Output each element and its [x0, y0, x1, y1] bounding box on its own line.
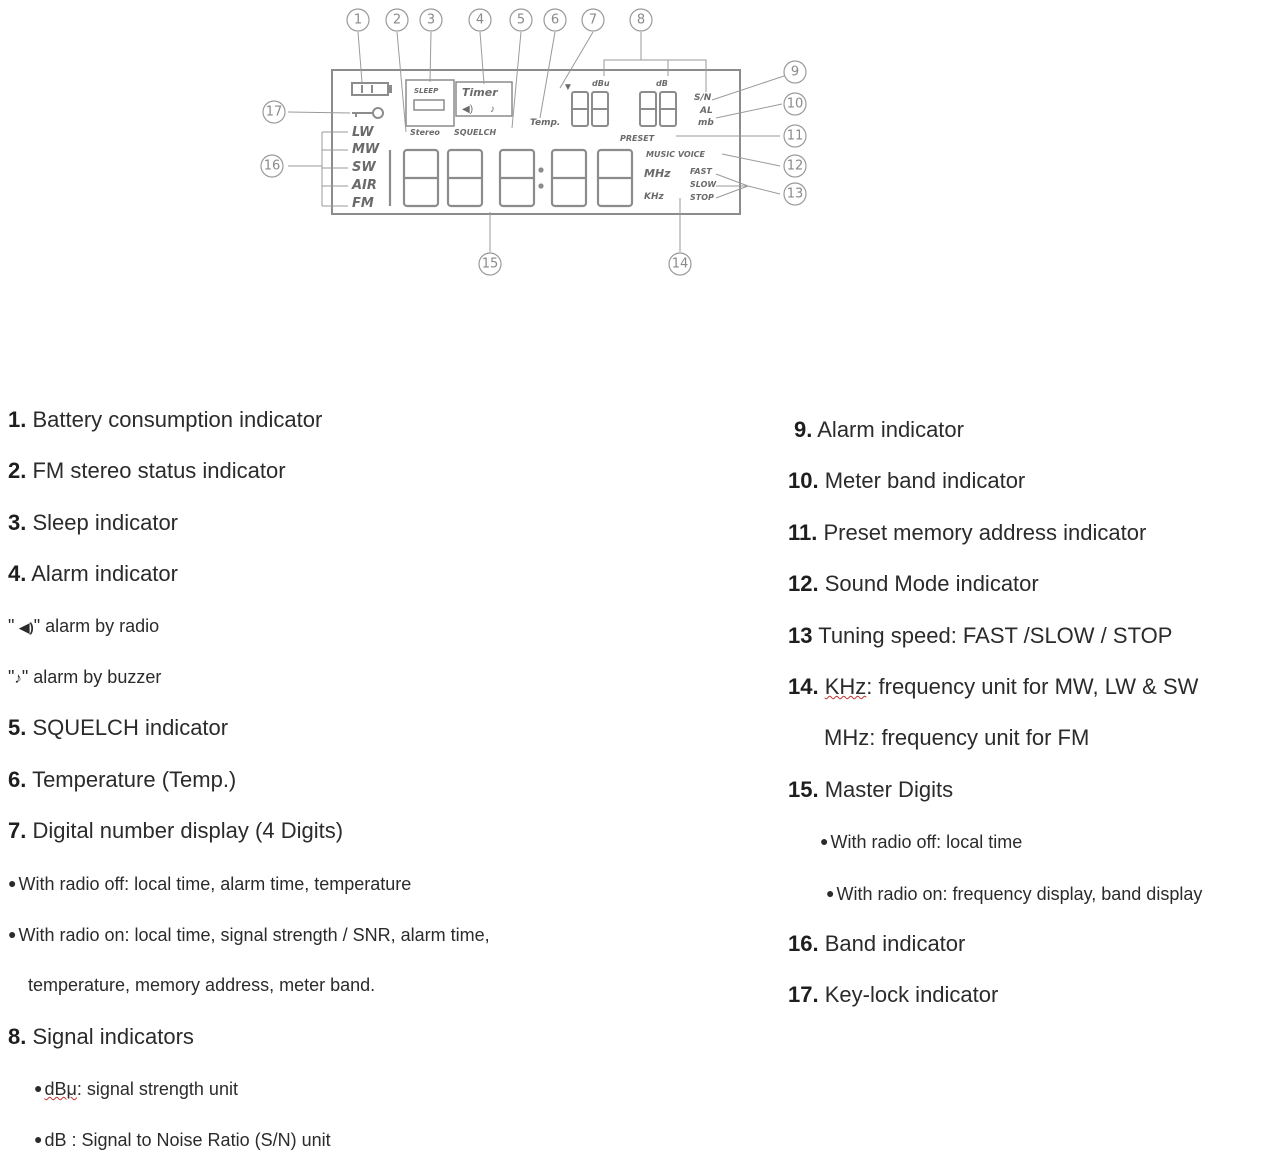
legend-item-1 [8, 404, 768, 455]
legend-num: 13 [788, 622, 813, 648]
bullet-icon: ● [34, 1080, 43, 1097]
legend-num: 9. [794, 417, 813, 442]
khz-term: KHz [824, 673, 867, 699]
legend-text: With radio off: local time [830, 832, 1023, 853]
legend-item-7-on-cont [8, 969, 768, 1020]
callout-6: 6 [550, 12, 560, 28]
legend-text: temperature, memory address, meter band. [28, 975, 376, 996]
legend-item-7-on [8, 918, 768, 969]
legend-text: : signal strength unit [76, 1079, 238, 1100]
callout-2: 2 [392, 12, 402, 28]
legend-text: Battery consumption indicator [26, 407, 323, 432]
legend-item-14-mhz [788, 722, 1278, 773]
lcd-frame [332, 70, 740, 214]
callout-numbers [264, 13, 804, 272]
khz-label: KHz [644, 192, 664, 202]
legend-text: With radio on: frequency display, band display [836, 883, 1203, 904]
callout-1: 1 [353, 12, 363, 28]
radio-alarm-icon: ◀) [462, 104, 474, 115]
legend-item-16 [788, 928, 1278, 979]
callout-14: 14 [671, 256, 689, 272]
timer-label: Timer [462, 86, 498, 99]
stop-label: STOP [690, 193, 714, 202]
slow-label: SLOW [690, 180, 717, 189]
legend-text: Digital number display (4 Digits) [26, 818, 344, 844]
antenna-icon: ▼ [563, 82, 573, 93]
legend-item-11 [788, 517, 1278, 568]
mhz-label: MHz [644, 167, 671, 180]
sleep-label: SLEEP [414, 87, 439, 95]
sleep-bed-icon [414, 100, 444, 110]
quote-mark: " [8, 615, 20, 636]
legend-item-7-off [8, 867, 768, 918]
band-mw: MW [352, 142, 380, 157]
legend-item-17 [788, 979, 1278, 1030]
band-air: AIR [352, 178, 377, 193]
legend-item-14 [788, 671, 1278, 722]
legend-text: Tuning speed: FAST /SLOW / STOP [812, 622, 1173, 648]
al-label: AL [700, 106, 713, 116]
legend-item-8 [8, 1021, 768, 1072]
sn-label: S/N [694, 93, 712, 103]
legend-text: FM stereo status indicator [26, 458, 286, 484]
legend-radio-alarm [8, 610, 768, 661]
legend-num: 7. [8, 818, 27, 844]
dbu-term: dBμ [44, 1079, 77, 1100]
legend-text: With radio on: local time, signal strength / SNR, alarm time, [18, 924, 490, 945]
callout-10: 10 [786, 96, 804, 112]
legend-num: 17. [788, 982, 819, 1008]
bullet-icon: ● [826, 884, 835, 901]
legend-text: Meter band indicator [818, 468, 1026, 494]
callout-17: 17 [265, 104, 283, 120]
legend-text: " alarm by radio [33, 615, 160, 636]
legend-item-15-on [788, 877, 1278, 928]
legend-num: 16. [788, 930, 819, 956]
legend-item-9 [788, 414, 1278, 465]
callouts [261, 9, 806, 275]
legend-text: Alarm indicator [812, 417, 964, 442]
legend-text: Sleep indicator [26, 509, 179, 535]
db-label: dB [656, 79, 668, 88]
fast-label: FAST [690, 167, 712, 176]
stereo-label: Stereo [410, 128, 440, 137]
legend-num: 4. [8, 561, 27, 587]
master-digits [390, 150, 632, 206]
legend-item-2 [8, 455, 768, 506]
radio-alarm-icon: ◀) [19, 619, 34, 635]
legend-text: dB : Signal to Noise Ratio (S/N) unit [44, 1130, 331, 1151]
buzzer-alarm-icon: ♪ [490, 104, 495, 115]
legend-num: 5. [8, 715, 27, 741]
legend-num: 14. [788, 673, 819, 699]
legend-item-7 [8, 815, 768, 866]
legend-item-15-off [788, 825, 1278, 876]
legend-item-10 [788, 465, 1278, 516]
battery-icon [352, 83, 391, 95]
legend-item-13 [788, 620, 1278, 671]
legend-buzzer-alarm [8, 661, 768, 712]
legend-text: Sound Mode indicator [818, 571, 1039, 597]
callout-5: 5 [516, 12, 526, 28]
preset-label: PRESET [620, 134, 655, 143]
legend-item-15 [788, 774, 1278, 825]
legend-right [788, 414, 1278, 1031]
legend-text: Temperature (Temp.) [26, 766, 237, 792]
small-digits [572, 92, 676, 126]
legend-text: SQUELCH indicator [26, 715, 229, 741]
music-voice-label: MUSIC VOICE [646, 150, 706, 159]
legend-text: Key-lock indicator [818, 982, 999, 1008]
bullet-icon: ● [34, 1131, 43, 1148]
buzzer-alarm-icon: ♪ [14, 669, 22, 687]
legend-text: With radio off: local time, alarm time, temperature [18, 873, 412, 894]
legend-item-5 [8, 712, 768, 763]
legend-text: Master Digits [818, 776, 954, 802]
callout-12: 12 [786, 158, 804, 174]
legend-item-3 [8, 507, 768, 558]
legend-num: 10. [788, 468, 819, 494]
callout-3: 3 [426, 12, 436, 28]
dbu-label: dBu [592, 79, 610, 88]
legend-num: 1. [8, 407, 27, 432]
bullet-icon: ● [820, 833, 829, 850]
legend-num: 12. [788, 571, 819, 597]
bullet-icon: ● [8, 874, 17, 891]
legend-text: Signal indicators [26, 1023, 194, 1049]
legend-num: 6. [8, 766, 27, 792]
callout-4: 4 [475, 12, 485, 28]
legend-text: MHz: frequency unit for FM [824, 725, 1090, 751]
band-sw: SW [352, 160, 376, 175]
callout-16: 16 [263, 158, 281, 174]
legend-item-12 [788, 568, 1278, 619]
legend-text: " alarm by buzzer [21, 666, 162, 687]
legend-text: : frequency unit for MW, LW & SW [866, 673, 1199, 699]
callout-13: 13 [786, 186, 804, 202]
legend-text: Preset memory address indicator [817, 519, 1147, 545]
legend-text: Alarm indicator [26, 561, 178, 587]
callout-9: 9 [790, 64, 800, 80]
key-icon [352, 108, 383, 118]
legend-item-6 [8, 764, 768, 815]
band-lw: LW [352, 125, 374, 140]
callout-15: 15 [481, 256, 499, 272]
temp-label: Temp. [530, 118, 561, 128]
legend-item-8-db [8, 1123, 768, 1174]
callout-7: 7 [588, 12, 598, 28]
callout-8: 8 [636, 12, 646, 28]
legend-text: Band indicator [818, 930, 966, 956]
legend-num: 3. [8, 509, 27, 535]
mb-label: mb [698, 118, 714, 128]
legend-num: 11. [788, 519, 818, 545]
bullet-icon: ● [8, 925, 17, 942]
legend-item-4 [8, 558, 768, 609]
legend-num: 15. [788, 776, 819, 802]
band-labels [351, 125, 380, 211]
lcd-display-diagram [0, 0, 1280, 300]
legend-num: 2. [8, 458, 27, 484]
squelch-label: SQUELCH [454, 128, 497, 137]
legend-num: 8. [8, 1023, 27, 1049]
legend-left [8, 404, 768, 1175]
legend-item-8-dbu [8, 1072, 768, 1123]
band-fm: FM [352, 196, 374, 211]
quote-mark: " [8, 666, 15, 687]
callout-11: 11 [786, 128, 804, 144]
